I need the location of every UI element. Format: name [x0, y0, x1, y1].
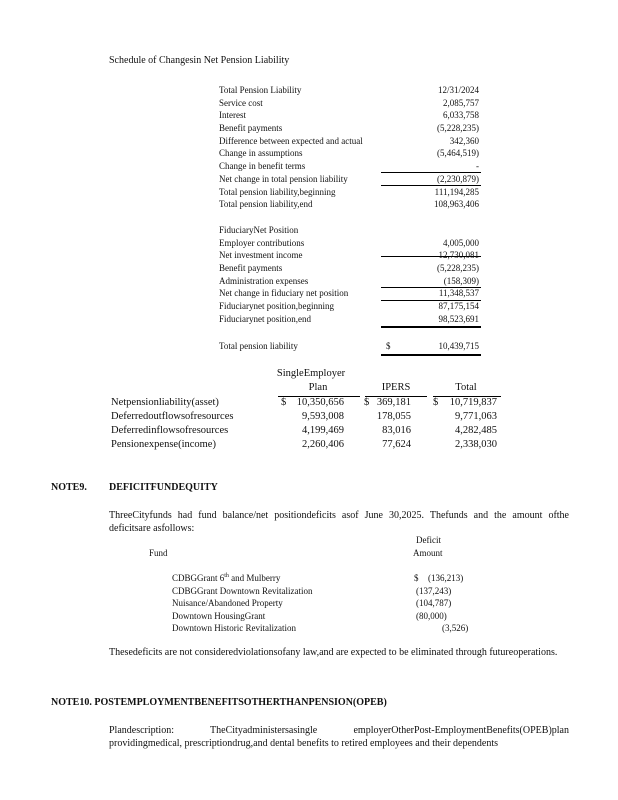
note10-text: Plandescription: TheCityadministersasingle employerOtherPost-EmploymentBenefits(OPEB)plan providingmedical, prescriptiondrug,and dental benefits to retired employees and their dependents	[109, 725, 569, 749]
fiduciary-net-position-table	[219, 224, 481, 351]
row-value: (158,309)	[443, 275, 479, 286]
table-row	[172, 610, 492, 623]
subtotal-rule	[381, 185, 481, 186]
table-row	[219, 147, 481, 160]
table-row	[172, 585, 492, 598]
row-label: Total pension liability,beginning	[219, 186, 336, 197]
header-ipers: IPERS	[381, 382, 411, 393]
deficit-fund-table	[172, 572, 492, 635]
deficit-amount: (136,213)	[428, 573, 464, 583]
subtotal-rule	[381, 287, 481, 288]
row-label: Net change in total pension liability	[219, 173, 348, 184]
ipers-value: 83,016	[382, 425, 411, 436]
table-row	[219, 249, 481, 262]
single-employer-value: 9,593,008	[302, 411, 344, 422]
row-value: (5,228,235)	[437, 123, 479, 134]
row-label: Net change in fiduciary net position	[219, 288, 349, 299]
row-value: -	[476, 161, 479, 172]
table-row	[219, 262, 481, 275]
double-rule	[381, 354, 481, 356]
table-row	[219, 122, 481, 135]
subtotal-rule	[381, 172, 481, 173]
table-row	[219, 340, 481, 353]
note10-heading: NOTE10. POSTEMPLOYMENTBENEFITSOTHERTHANPENSION(OPEB)	[51, 697, 387, 708]
row-label: Deferredinflowsofresources	[111, 425, 229, 436]
table-row	[172, 597, 492, 610]
total-value: 10,719,837	[449, 397, 497, 408]
schedule-title: Schedule of Changesin Net Pension Liability	[109, 55, 290, 66]
table-row	[219, 287, 481, 300]
table-row	[219, 173, 481, 186]
subtotal-rule	[381, 300, 481, 301]
single-employer-value: 2,260,406	[302, 439, 344, 450]
table-row	[111, 411, 501, 426]
table-row	[219, 237, 481, 250]
currency-symbol: $	[364, 397, 370, 408]
row-value: 98,523,691	[438, 313, 479, 324]
note9-closing: Thesedeficits are not consideredviolationsofany law,and are expected to be eliminated through futureoperations.	[109, 647, 558, 658]
table-row	[219, 135, 481, 148]
table-row	[111, 397, 501, 412]
row-value: 10,439,715	[438, 341, 479, 351]
header-single-employer: SingleEmployer	[276, 368, 346, 379]
row-label: Difference between expected and actual	[219, 135, 363, 146]
header-plan: Plan	[308, 382, 328, 393]
fund-name: CDBGGrant 6th and Mulberry	[172, 573, 281, 583]
table-row	[219, 97, 481, 110]
row-value: (5,228,235)	[437, 263, 479, 274]
currency-symbol: $	[386, 341, 391, 351]
ipers-value: 77,624	[382, 439, 411, 450]
fund-name: Downtown HousingGrant	[172, 610, 266, 621]
table-row	[219, 313, 481, 326]
row-value: 108,963,406	[434, 199, 479, 210]
fund-name: Nuisance/Abandoned Property	[172, 598, 283, 608]
deficit-header-line1: Deficit	[416, 535, 441, 545]
row-label: Administration expenses	[219, 275, 309, 286]
row-label: Fiduciarynet position,beginning	[219, 301, 334, 312]
row-label: Fiduciarynet position,end	[219, 313, 311, 324]
row-label: Total pension liability	[219, 341, 298, 351]
row-label: Change in benefit terms	[219, 161, 306, 172]
total-value: 4,282,485	[455, 425, 497, 436]
currency-symbol: $	[414, 573, 419, 583]
column-date: 12/31/2024	[437, 85, 479, 95]
row-label: Benefit payments	[219, 123, 283, 134]
table-row	[219, 160, 481, 173]
row-label: Pensionexpense(income)	[111, 439, 216, 450]
note9-number: NOTE9.	[51, 482, 87, 493]
row-value: 111,194,285	[434, 186, 479, 197]
row-label: Net investment income	[219, 250, 303, 261]
ipers-value: 178,055	[376, 411, 411, 422]
currency-symbol: $	[433, 397, 439, 408]
row-label: Total pension liability,end	[219, 199, 313, 210]
table-row	[219, 275, 481, 288]
row-label: Deferredoutflowsofresources	[111, 411, 234, 422]
note9-intro: ThreeCityfunds had fund balance/net positiondeficits asof June 30,2025. Thefunds and the amount ofthe deficitsare asfollows:	[109, 510, 569, 534]
row-label: Change in assumptions	[219, 148, 303, 159]
row-label: Service cost	[219, 97, 263, 108]
ipers-value: 369,181	[376, 397, 411, 408]
table-row	[219, 109, 481, 122]
table-row	[219, 224, 481, 237]
row-value: 87,175,154	[438, 301, 479, 312]
table-row	[219, 84, 481, 97]
row-label: Interest	[219, 110, 246, 121]
row-value: 12,730,081	[438, 250, 479, 261]
fund-column-header: Fund	[149, 548, 168, 558]
row-label: Employer contributions	[219, 237, 305, 248]
single-employer-value: 10,350,656	[296, 397, 344, 408]
total-rule	[381, 326, 481, 328]
row-value: 2,085,757	[443, 97, 479, 108]
table-row	[219, 300, 481, 313]
deficit-amount: (137,243)	[416, 585, 452, 596]
total-value: 9,771,063	[455, 411, 497, 422]
deficit-header-line2: Amount	[413, 548, 443, 558]
table-row	[111, 439, 501, 454]
row-value: 342,360	[449, 135, 479, 146]
table-row	[111, 425, 501, 440]
fund-name: CDBGGrant Downtown Revitalization	[172, 585, 313, 596]
deficit-amount: (104,787)	[416, 598, 452, 608]
table-row	[219, 186, 481, 199]
table-row	[219, 198, 481, 211]
row-value: (2,230,879)	[437, 173, 479, 184]
table-row	[172, 622, 492, 635]
section-heading: FiduciaryNet Position	[219, 225, 299, 235]
row-value: 6,033,758	[443, 110, 479, 121]
row-value: 4,005,000	[443, 237, 479, 248]
section-heading: Total Pension Liability	[219, 85, 302, 95]
table-row	[172, 572, 492, 585]
header-total: Total	[455, 382, 477, 393]
row-value: 11,348,537	[438, 288, 479, 299]
single-employer-value: 4,199,469	[302, 425, 344, 436]
row-label: Netpensionliability(asset)	[111, 397, 219, 408]
note9-title: DEFICITFUNDEQUITY	[109, 482, 218, 493]
row-label: Benefit payments	[219, 263, 283, 274]
fund-name: Downtown Historic Revitalization	[172, 623, 296, 633]
row-value: (5,464,519)	[437, 148, 479, 159]
total-pension-liability-table	[219, 84, 481, 211]
currency-symbol: $	[281, 397, 287, 408]
total-value: 2,338,030	[455, 439, 497, 450]
deficit-amount: (80,000)	[416, 610, 447, 621]
deficit-amount: (3,526)	[442, 623, 469, 633]
